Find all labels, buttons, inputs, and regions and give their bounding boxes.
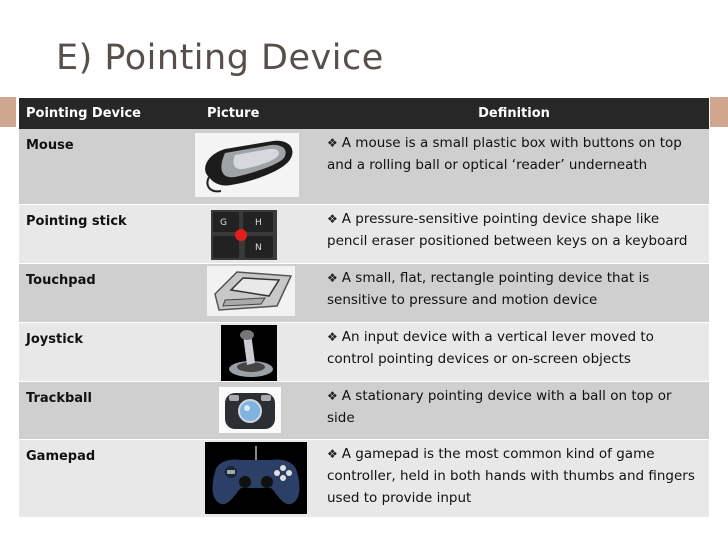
definition-text: A pressure-sensitive pointing device shape like pencil eraser positioned between keys on a keyboard xyxy=(327,210,688,249)
header-definition: Definition xyxy=(319,98,709,129)
bullet-icon: ❖ xyxy=(327,136,338,150)
bullet-icon: ❖ xyxy=(327,211,338,226)
device-name: Joystick xyxy=(19,322,179,381)
device-picture xyxy=(179,439,319,517)
device-picture xyxy=(179,263,319,322)
definition-text: A gamepad is the most common kind of game controller, held in both hands with thumbs and fingers used to provide input xyxy=(327,445,695,506)
table-row xyxy=(19,129,709,204)
pointing-stick-icon xyxy=(211,210,277,260)
device-definition xyxy=(319,204,709,263)
device-picture xyxy=(179,204,319,263)
joystick-icon xyxy=(221,325,277,381)
svg-text:H: H xyxy=(255,217,262,228)
device-definition xyxy=(319,381,709,439)
device-name: Touchpad xyxy=(19,263,179,322)
bullet-icon: ❖ xyxy=(327,270,338,285)
device-picture xyxy=(179,322,319,381)
svg-text:G: G xyxy=(220,217,227,228)
accent-bar-left xyxy=(0,97,16,127)
slide-title: E) Pointing Device xyxy=(56,38,384,78)
table-row xyxy=(19,204,709,263)
pointing-device-table xyxy=(19,98,709,518)
touchpad-icon xyxy=(207,266,295,316)
table-row xyxy=(19,322,709,381)
device-name: Gamepad xyxy=(19,439,179,517)
device-definition xyxy=(319,439,709,517)
trackball-icon xyxy=(219,387,281,433)
device-definition xyxy=(319,263,709,322)
device-definition xyxy=(319,129,709,204)
table-row xyxy=(19,263,709,322)
device-name: Trackball xyxy=(19,381,179,439)
definition-text: A stationary pointing device with a ball on top or side xyxy=(327,387,672,426)
device-name: Mouse xyxy=(19,129,179,204)
header-pointing-device: Pointing Device xyxy=(19,98,179,129)
table-row xyxy=(19,439,709,517)
device-name: Pointing stick xyxy=(19,204,179,263)
accent-bar-right xyxy=(710,97,728,127)
table-header-row xyxy=(19,98,709,129)
gamepad-icon xyxy=(205,442,307,514)
svg-text:N: N xyxy=(255,242,262,253)
table-row xyxy=(19,381,709,439)
definition-text: A small, flat, rectangle pointing device that is sensitive to pressure and motion device xyxy=(327,269,650,308)
header-picture: Picture xyxy=(179,98,319,129)
device-definition xyxy=(319,322,709,381)
definition-text: An input device with a vertical lever moved to control pointing devices or on-screen objects xyxy=(327,328,654,367)
definition-text: A mouse is a small plastic box with buttons on top and a rolling ball or optical ‘reader’ underneath xyxy=(327,135,682,173)
bullet-icon: ❖ xyxy=(327,329,338,344)
device-picture xyxy=(179,381,319,439)
mouse-icon xyxy=(195,133,299,197)
bullet-icon: ❖ xyxy=(327,446,338,461)
bullet-icon: ❖ xyxy=(327,388,338,403)
device-picture xyxy=(179,129,319,204)
